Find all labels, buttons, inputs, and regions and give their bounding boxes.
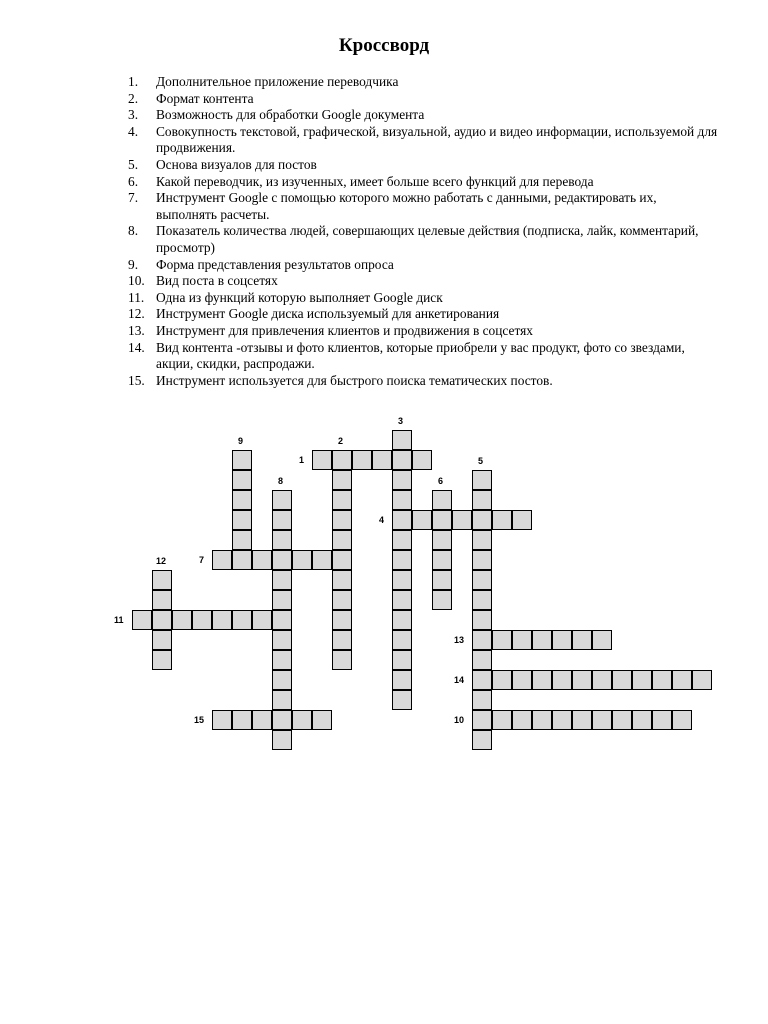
clue-number: 3. <box>128 107 139 123</box>
clue-text: Вид контента -отзывы и фото клиентов, которые приобрели у вас продукт, фото со звездами, акции, скидки, распродажи. <box>156 339 685 372</box>
word-number-label: 12 <box>156 556 167 566</box>
crossword-cell[interactable] <box>472 630 492 650</box>
crossword-cell[interactable] <box>512 670 532 690</box>
clue-text: Вид поста в соцсетях <box>156 273 278 289</box>
word-number-label: 13 <box>454 635 465 645</box>
crossword-cell[interactable] <box>272 690 292 710</box>
clue-number: 7. <box>128 190 139 206</box>
clue-number: 13. <box>128 322 145 338</box>
clue-number: 5. <box>128 156 139 172</box>
crossword-cell[interactable] <box>592 630 612 650</box>
crossword-cell[interactable] <box>632 710 652 730</box>
crossword-cell[interactable] <box>212 550 232 570</box>
crossword-cell[interactable] <box>392 550 412 570</box>
crossword-cell[interactable] <box>392 670 412 690</box>
crossword-cell[interactable] <box>232 510 252 530</box>
crossword-cell[interactable] <box>212 710 232 730</box>
clue-text: Форма представления результатов опроса <box>156 256 394 272</box>
crossword-cell[interactable] <box>272 670 292 690</box>
crossword-cell[interactable] <box>152 570 172 590</box>
crossword-cell[interactable] <box>432 590 452 610</box>
crossword-cell[interactable] <box>472 670 492 690</box>
crossword-cell[interactable] <box>332 510 352 530</box>
crossword-cell[interactable] <box>272 630 292 650</box>
crossword-cell[interactable] <box>432 530 452 550</box>
clue-number: 4. <box>128 123 139 139</box>
crossword-cell[interactable] <box>692 670 712 690</box>
crossword-cell[interactable] <box>592 710 612 730</box>
clue-text: Инструмент используется для быстрого поиска тематических постов. <box>156 372 553 388</box>
crossword-cell[interactable] <box>652 710 672 730</box>
crossword-cell[interactable] <box>592 670 612 690</box>
crossword-cell[interactable] <box>552 670 572 690</box>
clue-number: 15. <box>128 372 145 388</box>
crossword-cell[interactable] <box>472 710 492 730</box>
crossword-cell[interactable] <box>512 630 532 650</box>
crossword-cell[interactable] <box>392 590 412 610</box>
crossword-cell[interactable] <box>232 450 252 470</box>
word-number-label: 10 <box>454 715 465 725</box>
crossword-cell[interactable] <box>572 710 592 730</box>
crossword-cell[interactable] <box>572 670 592 690</box>
crossword-cell[interactable] <box>392 490 412 510</box>
crossword-cell[interactable] <box>332 450 352 470</box>
crossword-cell[interactable] <box>632 670 652 690</box>
crossword-cell[interactable] <box>492 670 512 690</box>
crossword-cell[interactable] <box>472 570 492 590</box>
crossword-cell[interactable] <box>492 630 512 650</box>
word-number-label: 4 <box>379 515 385 525</box>
crossword-cell[interactable] <box>492 710 512 730</box>
clue-number: 11. <box>128 289 145 305</box>
crossword-cell[interactable] <box>392 570 412 590</box>
crossword-cell[interactable] <box>292 710 312 730</box>
crossword-cell[interactable] <box>312 450 332 470</box>
crossword-cell[interactable] <box>332 650 352 670</box>
crossword-cell[interactable] <box>332 630 352 650</box>
crossword-cell[interactable] <box>392 510 412 530</box>
crossword-cell[interactable] <box>392 650 412 670</box>
clue-number: 6. <box>128 173 139 189</box>
crossword-cell[interactable] <box>552 630 572 650</box>
crossword-cell[interactable] <box>352 450 372 470</box>
crossword-cell[interactable] <box>572 630 592 650</box>
crossword-cell[interactable] <box>332 490 352 510</box>
page-title: Кроссворд <box>338 35 430 56</box>
crossword-cell[interactable] <box>412 450 432 470</box>
crossword-cell[interactable] <box>472 510 492 530</box>
crossword-cell[interactable] <box>232 470 252 490</box>
crossword-cell[interactable] <box>252 550 272 570</box>
clue-text: Основа визуалов для постов <box>156 156 317 172</box>
clue-text: Дополнительное приложение переводчика <box>156 74 399 89</box>
crossword-cell[interactable] <box>332 470 352 490</box>
crossword-cell[interactable] <box>532 630 552 650</box>
crossword-cell[interactable] <box>272 510 292 530</box>
crossword-cell[interactable] <box>472 650 492 670</box>
clue-text: Возможность для обработки Google документа <box>156 107 425 123</box>
crossword-cell[interactable] <box>472 690 492 710</box>
crossword-cell[interactable] <box>212 610 232 630</box>
clue-number: 8. <box>128 223 139 239</box>
crossword-cell[interactable] <box>232 610 252 630</box>
crossword-cell[interactable] <box>272 590 292 610</box>
word-number-label: 2 <box>338 436 344 446</box>
crossword-cell[interactable] <box>472 590 492 610</box>
crossword-cell[interactable] <box>332 610 352 630</box>
crossword-cell[interactable] <box>492 510 512 530</box>
word-number-label: 8 <box>278 476 284 486</box>
crossword-cell[interactable] <box>272 570 292 590</box>
crossword-cell[interactable] <box>232 530 252 550</box>
crossword-cell[interactable] <box>472 550 492 570</box>
word-number-label: 5 <box>478 456 484 466</box>
crossword-cell[interactable] <box>232 550 252 570</box>
clue-number: 12. <box>128 306 145 322</box>
crossword-cell[interactable] <box>392 690 412 710</box>
crossword-cell[interactable] <box>232 490 252 510</box>
crossword-cell[interactable] <box>472 470 492 490</box>
crossword-cell[interactable] <box>312 710 332 730</box>
clue-text: Совокупность текстовой, графической, визуальной, аудио и видео информации, используемой для продвижения. <box>156 123 718 156</box>
crossword-cell[interactable] <box>512 510 532 530</box>
clue-text: Формат контента <box>156 90 254 106</box>
crossword-cell[interactable] <box>472 730 492 750</box>
crossword-cell[interactable] <box>272 550 292 570</box>
crossword-cell[interactable] <box>152 650 172 670</box>
clue-text: Одна из функций которую выполняет Google диск <box>156 289 443 305</box>
clue-number: 10. <box>128 273 145 289</box>
crossword-cell[interactable] <box>132 610 152 630</box>
word-number-label: 9 <box>238 436 244 446</box>
crossword-cell[interactable] <box>472 490 492 510</box>
crossword-cell[interactable] <box>252 710 272 730</box>
crossword-cell[interactable] <box>172 610 192 630</box>
crossword-cell[interactable] <box>332 550 352 570</box>
crossword-cell[interactable] <box>372 450 392 470</box>
crossword-cell[interactable] <box>532 710 552 730</box>
word-number-label: 14 <box>454 675 465 685</box>
crossword-cell[interactable] <box>332 590 352 610</box>
word-number-label: 11 <box>114 615 124 625</box>
word-number-label: 6 <box>438 476 444 486</box>
crossword-cell[interactable] <box>512 710 532 730</box>
crossword-cell[interactable] <box>332 570 352 590</box>
crossword-cell[interactable] <box>272 530 292 550</box>
crossword-cell[interactable] <box>272 650 292 670</box>
clue-text: Инструмент Google с помощью которого можно работать с данными, редактировать их, выполнять расчеты. <box>156 190 657 222</box>
crossword-cell[interactable] <box>532 670 552 690</box>
clue-text: Показатель количества людей, совершающих целевые действия (подписка, лайк, комментарий, просмотр) <box>156 223 699 255</box>
crossword-cell[interactable] <box>392 610 412 630</box>
crossword-cell[interactable] <box>452 510 472 530</box>
crossword-cell[interactable] <box>612 670 632 690</box>
crossword-cell[interactable] <box>472 610 492 630</box>
clue-text: Инструмент для привлечения клиентов и продвижения в соцсетях <box>156 322 534 338</box>
crossword-cell[interactable] <box>272 730 292 750</box>
crossword-cell[interactable] <box>152 590 172 610</box>
word-number-label: 1 <box>299 455 305 465</box>
crossword-cell[interactable] <box>152 610 172 630</box>
crossword-cell[interactable] <box>392 530 412 550</box>
crossword-cell[interactable] <box>392 430 412 450</box>
clue-text: Какой переводчик, из изученных, имеет больше всего функций для перевода <box>156 173 594 189</box>
word-number-label: 7 <box>199 555 205 565</box>
clue-number: 1. <box>128 74 139 89</box>
crossword-cell[interactable] <box>272 610 292 630</box>
crossword-cell[interactable] <box>272 490 292 510</box>
crossword-cell[interactable] <box>252 610 272 630</box>
crossword-cell[interactable] <box>232 710 252 730</box>
crossword-cell[interactable] <box>292 550 312 570</box>
word-number-label: 3 <box>398 416 404 426</box>
clue-number: 9. <box>128 256 139 272</box>
crossword-cell[interactable] <box>432 570 452 590</box>
crossword-cell[interactable] <box>272 710 292 730</box>
crossword-cell[interactable] <box>552 710 572 730</box>
crossword-cell[interactable] <box>412 510 432 530</box>
crossword-cell[interactable] <box>652 670 672 690</box>
crossword-cell[interactable] <box>672 710 692 730</box>
crossword-cell[interactable] <box>192 610 212 630</box>
crossword-cell[interactable] <box>332 530 352 550</box>
crossword-cell[interactable] <box>152 630 172 650</box>
crossword-cell[interactable] <box>432 550 452 570</box>
word-number-label: 15 <box>194 715 205 725</box>
crossword-cell[interactable] <box>472 530 492 550</box>
clue-number: 14. <box>128 339 145 355</box>
crossword-cell[interactable] <box>392 470 412 490</box>
crossword-cell[interactable] <box>432 490 452 510</box>
crossword-cell[interactable] <box>392 630 412 650</box>
crossword-cell[interactable] <box>612 710 632 730</box>
crossword-cell[interactable] <box>392 450 412 470</box>
crossword-cell[interactable] <box>312 550 332 570</box>
crossword-cell[interactable] <box>432 510 452 530</box>
clue-number: 2. <box>128 90 139 106</box>
clue-text: Инструмент Google диска используемый для анкетирования <box>156 306 500 322</box>
crossword-cell[interactable] <box>672 670 692 690</box>
